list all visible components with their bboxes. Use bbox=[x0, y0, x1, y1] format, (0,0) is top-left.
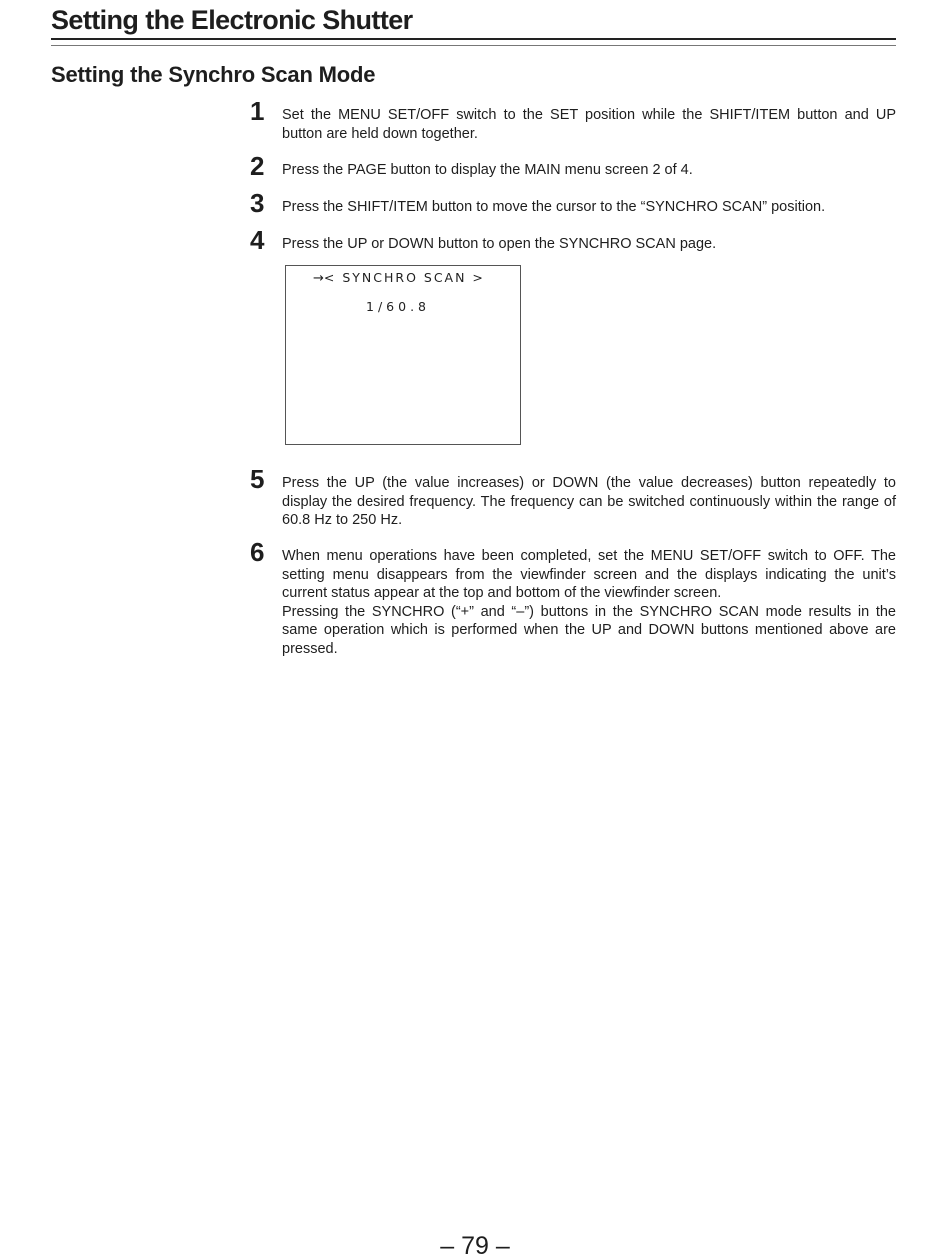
screen-title: < SYNCHRO SCAN > bbox=[323, 270, 485, 285]
step-number: 1 bbox=[250, 96, 265, 126]
step-paragraph: Set the MENU SET/OFF switch to the SET position while the SHIFT/ITEM button and UP button are held down together. bbox=[282, 107, 896, 142]
cursor-arrow-icon: → bbox=[313, 271, 324, 286]
step-paragraph: Press the UP (the value increases) or DOWN (the value decreases) button repeatedly to display the desired frequency. The frequency can be switched continuously within the range of 60.8 Hz to 250 Hz. bbox=[282, 475, 896, 528]
step-paragraph: Press the PAGE button to display the MAIN menu screen 2 of 4. bbox=[282, 162, 693, 178]
page-title: Setting the Electronic Shutter bbox=[51, 5, 413, 35]
step-3 bbox=[250, 188, 896, 218]
step-text bbox=[282, 235, 896, 254]
screen-shutter-value: 1/60.8 bbox=[366, 299, 430, 314]
step-text bbox=[282, 198, 896, 217]
step-text bbox=[282, 161, 896, 180]
step-1 bbox=[250, 96, 896, 143]
step-paragraph: When menu operations have been completed, set the MENU SET/OFF switch to OFF. The setting menu disappears from the viewfinder screen and the displays indicating the unit’s current status appear at the top and bottom of the viewfinder screen. bbox=[282, 548, 896, 601]
step-paragraph: Press the SHIFT/ITEM button to move the cursor to the “SYNCHRO SCAN” position. bbox=[282, 199, 826, 215]
step-6 bbox=[250, 537, 896, 658]
title-rule-thin bbox=[51, 45, 896, 46]
section-title: Setting the Synchro Scan Mode bbox=[51, 62, 376, 87]
step-number: 2 bbox=[250, 151, 265, 181]
step-text bbox=[282, 474, 896, 530]
step-text bbox=[282, 547, 896, 658]
step-number: 6 bbox=[250, 537, 265, 567]
step-2 bbox=[250, 151, 896, 181]
step-paragraph: Press the UP or DOWN button to open the SYNCHRO SCAN page. bbox=[282, 236, 717, 252]
step-text bbox=[282, 106, 896, 143]
step-number: 5 bbox=[250, 464, 265, 494]
viewfinder-screen-display bbox=[285, 265, 521, 445]
page-number: – 79 – bbox=[440, 1232, 510, 1260]
step-5 bbox=[250, 464, 896, 530]
title-rule-thick bbox=[51, 38, 896, 40]
step-number: 3 bbox=[250, 188, 265, 218]
step-paragraph-note: Pressing the SYNCHRO (“+” and “–”) buttons in the SYNCHRO SCAN mode results in the same operation which is performed when the UP and DOWN buttons mentioned above are pressed. bbox=[282, 603, 896, 657]
screen-header bbox=[313, 270, 485, 286]
step-4 bbox=[250, 225, 896, 255]
step-number: 4 bbox=[250, 225, 265, 255]
